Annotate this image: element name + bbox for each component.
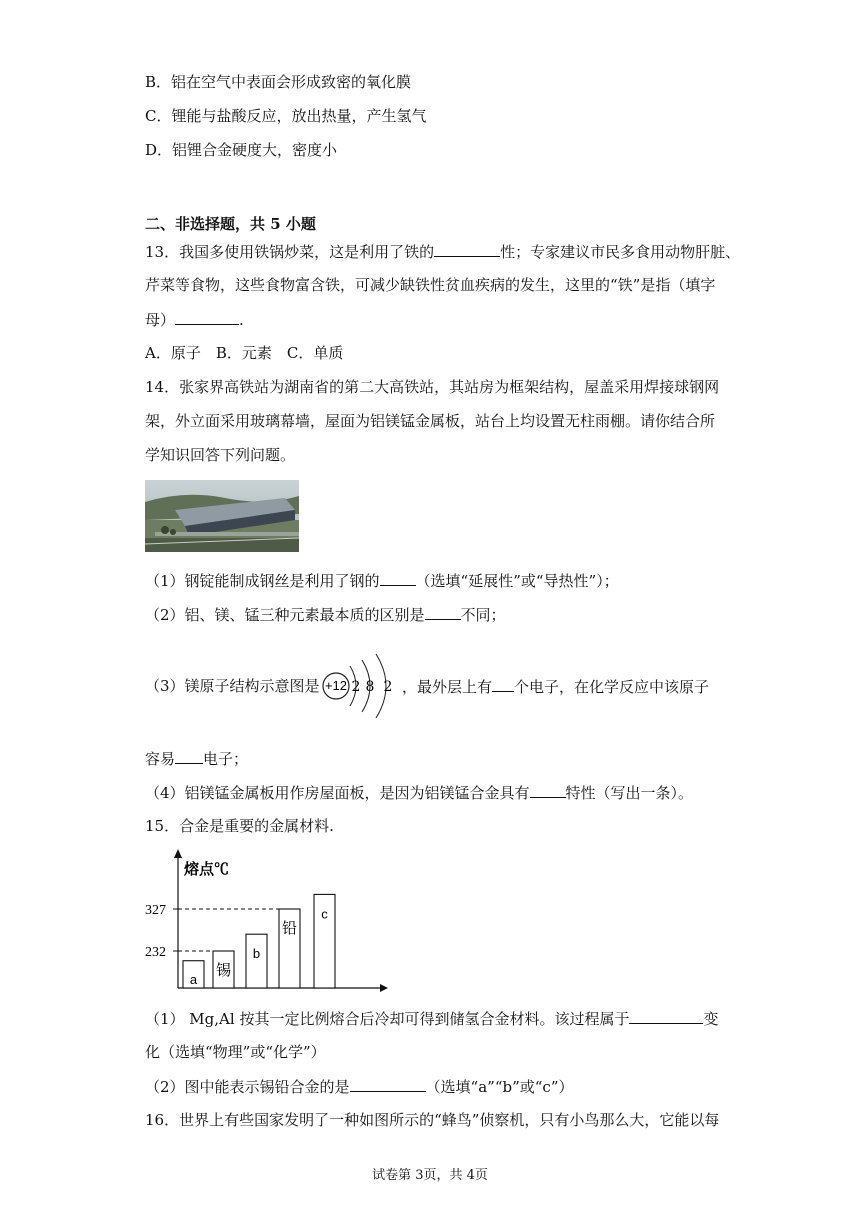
shell-count-2: 8 — [365, 679, 375, 695]
q14-part1-text-b: （选填“延展性”或“导热性”）； — [415, 572, 619, 590]
option-c: C．锂能与盐酸反应，放出热量，产生氢气 — [145, 107, 427, 125]
bar-label-4: 铅 — [281, 920, 298, 937]
q13-options: A．原子 B．元素 C．单质 — [145, 344, 344, 362]
q13-line2: 芹菜等食物，这些食物富含铁，可减少缺铁性贫血疾病的发生，这里的“铁”是指（填字 — [145, 276, 716, 294]
y-axis-label: 熔点℃ — [184, 861, 230, 878]
q14-part2-blank[interactable] — [425, 604, 461, 620]
y-axis-arrow — [174, 849, 182, 858]
shell-count-3: 2 — [383, 679, 393, 695]
station-photo — [145, 480, 299, 552]
option-d: D．铝锂合金硬度大，密度小 — [145, 141, 338, 159]
q15-part1-blank[interactable] — [629, 1008, 703, 1024]
x-axis-arrow — [380, 984, 388, 992]
q14-line1: 14．张家界高铁站为湖南省的第二大高铁站，其站房为框架结构，屋盖采用焊接球钢网 — [145, 378, 720, 396]
page-footer: 试卷第 3页，共 4页 — [372, 1168, 488, 1183]
q14-line3: 学知识回答下列问题。 — [145, 446, 296, 464]
q14-part2-text-a: （2）铝、镁、锰三种元素最本质的区别是 — [145, 606, 425, 624]
option-b: B．铝在空气中表面会形成致密的氧化膜 — [145, 73, 412, 91]
bar-label-5: c — [321, 906, 328, 922]
q14-part4-text-a: （4）铝镁锰金属板用作房屋面板，是因为铝镁锰合金具有 — [145, 784, 530, 802]
q14-part3-tail — [402, 676, 709, 697]
q14-line2: 架，外立面采用玻璃幕墙，屋面为铝镁锰金属板，站台上均设置无柱雨棚。请你结合所 — [145, 412, 716, 430]
q14-part3-text-e: 电子； — [203, 750, 249, 768]
q14-part1 — [145, 570, 619, 591]
q14-part2-text-b: 不同； — [460, 606, 506, 624]
q15-part2-text-b: （选填“a”“b”或“c”） — [425, 1078, 574, 1096]
shell-count-1: 2 — [351, 679, 361, 695]
bar-label-1: a — [189, 972, 198, 987]
q14-part3-blank-2[interactable] — [175, 748, 203, 764]
q14-part3-blank-1[interactable] — [492, 676, 514, 692]
y-tick-label: 232 — [145, 945, 166, 960]
magnesium-atom-diagram — [318, 652, 400, 720]
q15-part2-text-a: （2）图中能表示锡铅合金的是 — [145, 1078, 350, 1096]
q14-part3-text-b: ，最外层上有 — [402, 678, 493, 696]
q15-part2 — [145, 1076, 574, 1097]
q14-part3-text-c: 个电子，在化学反应中该原子 — [514, 678, 710, 696]
q14-part2 — [145, 604, 506, 625]
q13-text-c: 母） — [145, 311, 176, 329]
station-photo-graphic — [145, 480, 299, 552]
q14-part1-text-a: （1）钢锭能制成钢丝是利用了钢的 — [145, 572, 380, 590]
q15-part1-text-b: 变 — [703, 1010, 719, 1028]
q15-part2-blank[interactable] — [350, 1076, 426, 1092]
melting-point-chart — [143, 848, 388, 994]
q14-part4-blank[interactable] — [530, 782, 566, 798]
q13-blank-1[interactable] — [434, 241, 500, 257]
q13-text-d: . — [239, 311, 244, 329]
bar-label-2: 锡 — [215, 962, 232, 979]
q13-blank-2[interactable] — [175, 309, 239, 325]
q13-line3 — [145, 309, 244, 330]
q14-part4 — [145, 782, 693, 803]
q13-line1 — [145, 241, 740, 262]
q15-part1 — [145, 1008, 718, 1029]
section-heading: 二、非选择题，共 5 小题 — [145, 215, 316, 233]
q14-part3-cont — [145, 748, 248, 769]
q16-stem: 16．世界上有些国家发明了一种如图所示的“蜂鸟”侦察机，只有小鸟那么大，它能以每 — [145, 1111, 720, 1129]
y-tick-label: 327 — [145, 903, 166, 918]
nucleus-label: +12 — [324, 678, 348, 693]
q14-part3-lead: （3）镁原子结构示意图是 — [145, 677, 320, 695]
bar-label-3: b — [252, 946, 261, 962]
q14-part3-text-d: 容易 — [145, 750, 176, 768]
q14-part1-blank[interactable] — [380, 570, 416, 586]
chart-svg — [143, 848, 388, 994]
q15-part1-cont: 化（选填“物理”或“化学”） — [145, 1043, 326, 1061]
q13-text-a: 13．我国多使用铁锅炒菜，这是利用了铁的 — [145, 243, 435, 261]
q14-part4-text-b: 特性（写出一条）。 — [565, 784, 694, 802]
q13-text-b: 性；专家建议市民多食用动物肝脏、 — [500, 243, 741, 261]
q15-stem: 15．合金是重要的金属材料. — [145, 817, 334, 835]
q15-part1-text-a: （1） Mg,Al 按其一定比例熔合后冷却可得到储氢合金材料。该过程属于 — [145, 1010, 630, 1028]
